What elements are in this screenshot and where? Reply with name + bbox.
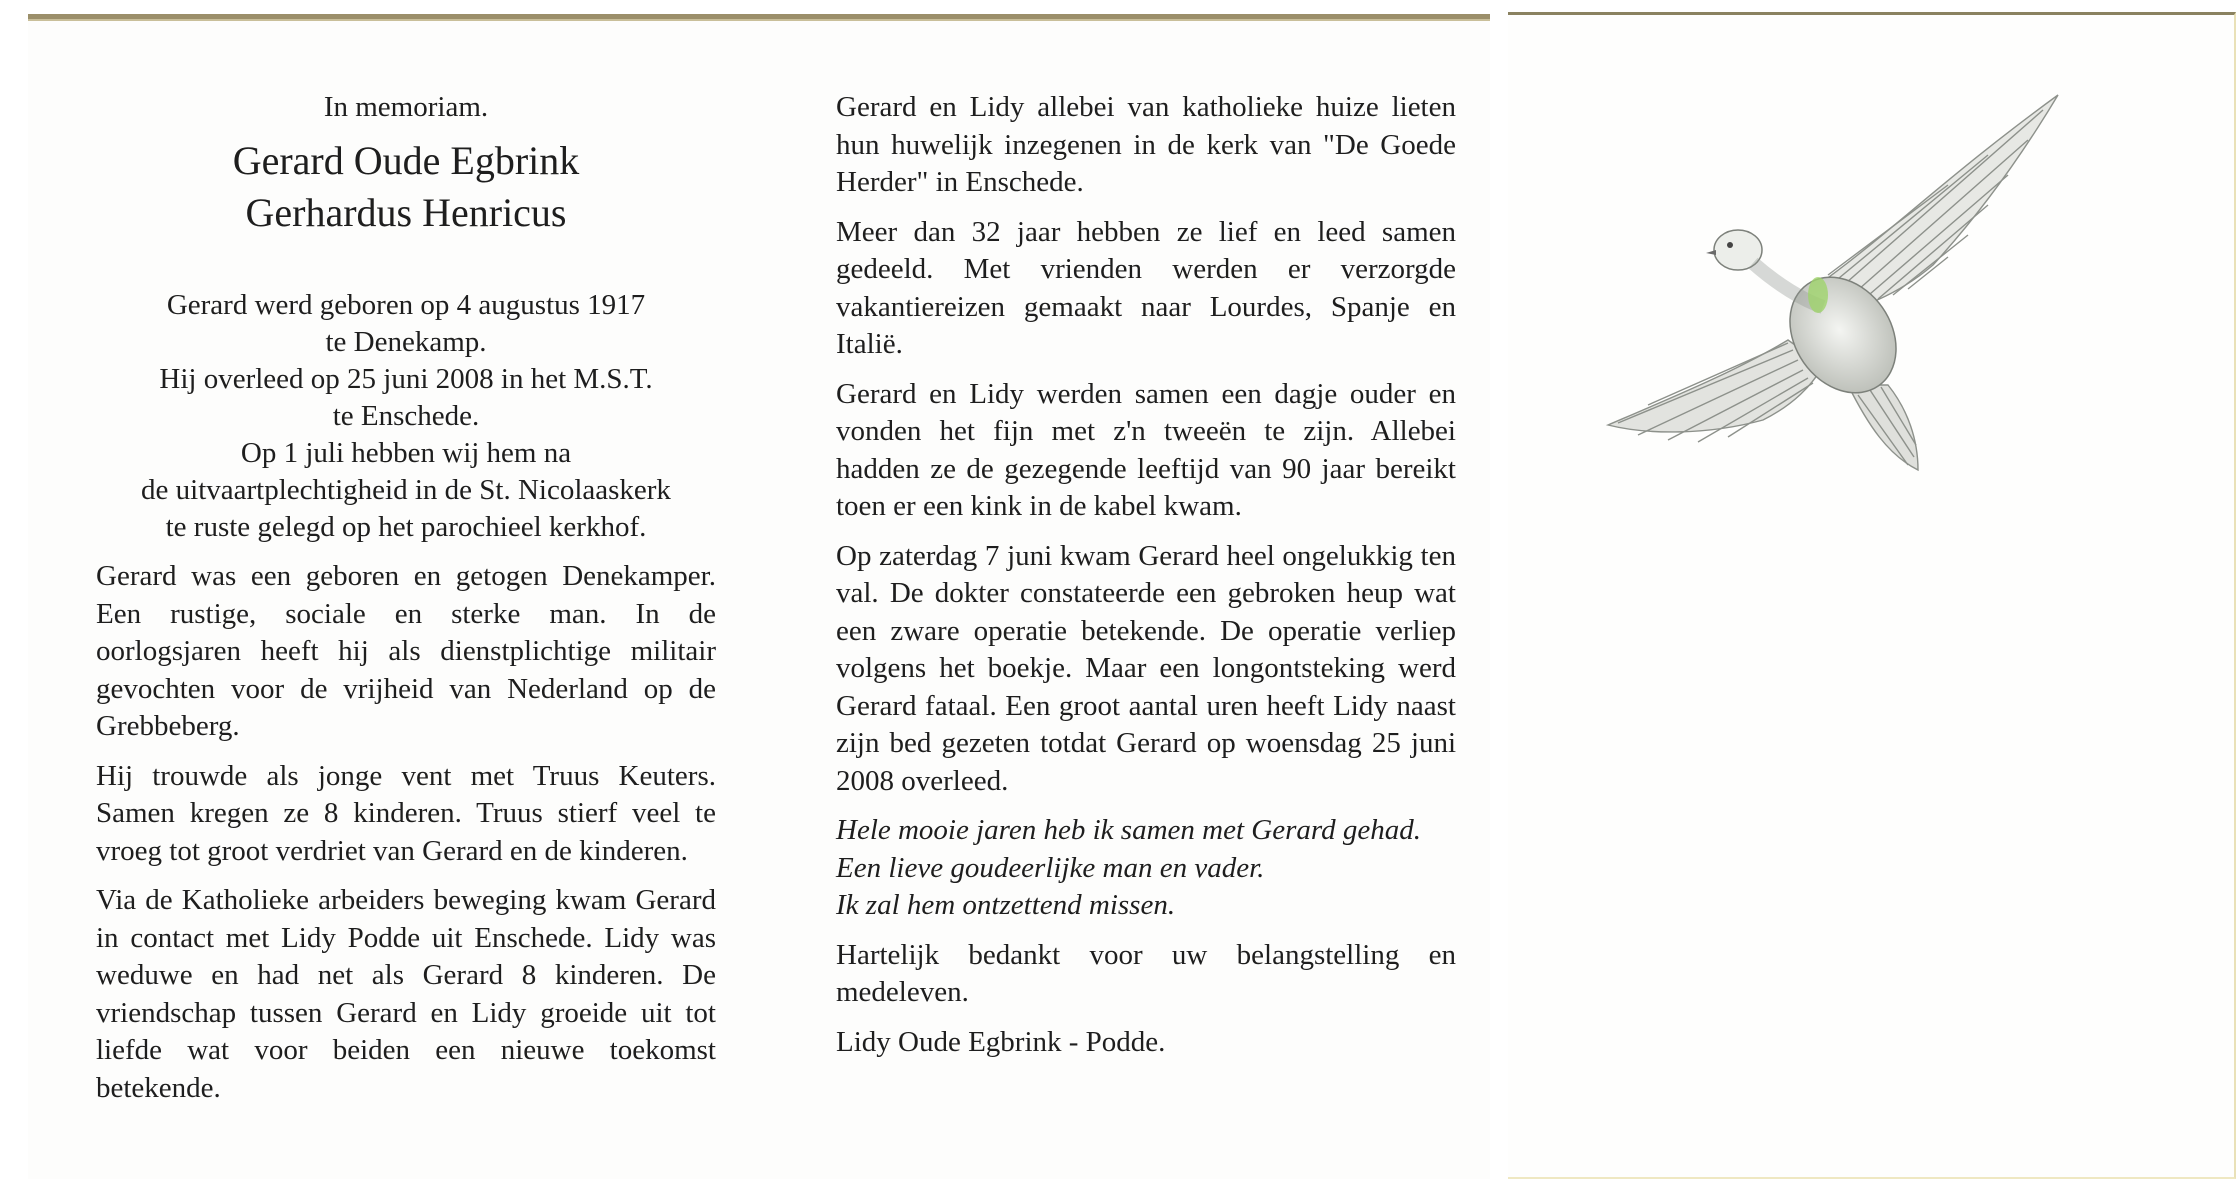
biography-paragraph: Gerard en Lidy allebei van katholieke huize lieten hun huwelijk inzegenen in de kerk van "De Goede Herder" in Enschede. <box>836 91 1456 198</box>
detail-line: de uitvaartplechtigheid in de St. Nicolaaskerk <box>141 474 671 506</box>
dove-icon <box>1588 85 2148 545</box>
detail-line: Gerard werd geboren op 4 augustus 1917 <box>166 289 646 321</box>
detail-line: Op 1 juli hebben wij hem na <box>240 437 572 469</box>
biography-paragraph: Via de Katholieke arbeiders beweging kwam Gerard in contact met Lidy Podde uit Enschede. Lidy was weduwe en had net als Gerard 8 kinderen. De vriendschap tussen Gerard en Lidy groeide uit tot liefde wat voor beiden een nieuwe toekomst betekende. <box>96 884 716 1104</box>
quote-line: Een lieve goudeerlijke man en vader. <box>836 851 1265 884</box>
biography-paragraph: Hij trouwde als jonge vent met Truus Keuters. Samen kregen ze 8 kinderen. Truus stierf veel te vroeg tot groot verdriet van Gerard en de kinderen. <box>96 759 716 867</box>
memorial-card-text-side <box>28 14 1490 1179</box>
deceased-name: Gerard Oude Egbrink <box>232 138 580 183</box>
deceased-given-names: Gerhardus Henricus <box>245 190 567 235</box>
detail-line: te Enschede. <box>332 400 480 432</box>
biography-paragraph: Meer dan 32 jaar hebben ze lief en leed samen gedeeld. Met vrienden werden er verzorgde vakantiereizen gemaakt naar Lourdes, Spanje en Italië. <box>836 215 1456 360</box>
quote <box>836 812 1456 925</box>
left-column <box>96 89 716 1119</box>
biography-paragraph: Gerard en Lidy werden samen een dagje ouder en vonden het fijn met z'n tweeën te zijn. Allebei hadden ze de gezegende leeftijd van 90 jaar bereikt toen er een kink in de kabel kwam. <box>836 377 1456 522</box>
biography-paragraph: Op zaterdag 7 juni kwam Gerard heel ongelukkig ten val. De dokter constateerde een gebroken heup wat een zware operatie betekende. De operatie verliep volgens het boekje. Maar een longontsteking werd Gerard fataal. Een groot aantal uren heeft Lidy naast zijn bed gezeten totdat Gerard op woensdag 25 juni 2008 overleed. <box>836 539 1456 797</box>
birth-death-details <box>96 287 716 546</box>
in-memoriam-heading: In memoriam. <box>323 91 489 123</box>
thanks-text: Hartelijk bedankt voor uw belangstelling en medeleven. <box>836 938 1456 1008</box>
quote-line: Ik zal hem ontzettend missen. <box>836 889 1176 921</box>
detail-line: Hij overleed op 25 juni 2008 in het M.S.T. <box>159 363 653 395</box>
quote-line: Hele mooie jaren heb ik samen met Gerard gehad. <box>836 814 1421 846</box>
memorial-card-image-side <box>1508 12 2236 1179</box>
right-column <box>836 89 1456 1073</box>
signature: Lidy Oude Egbrink - Podde. <box>836 1025 1166 1058</box>
detail-line: te ruste gelegd op het parochieel kerkhof. <box>165 511 647 543</box>
biography-paragraph: Gerard was een geboren en getogen Denekamper. Een rustige, sociale en sterke man. In de oorlogsjaren heeft hij als dienstplichtige militair gevochten voor de vrijheid van Nederland op de Grebbeberg. <box>96 560 716 742</box>
detail-line: te Denekamp. <box>325 326 487 358</box>
